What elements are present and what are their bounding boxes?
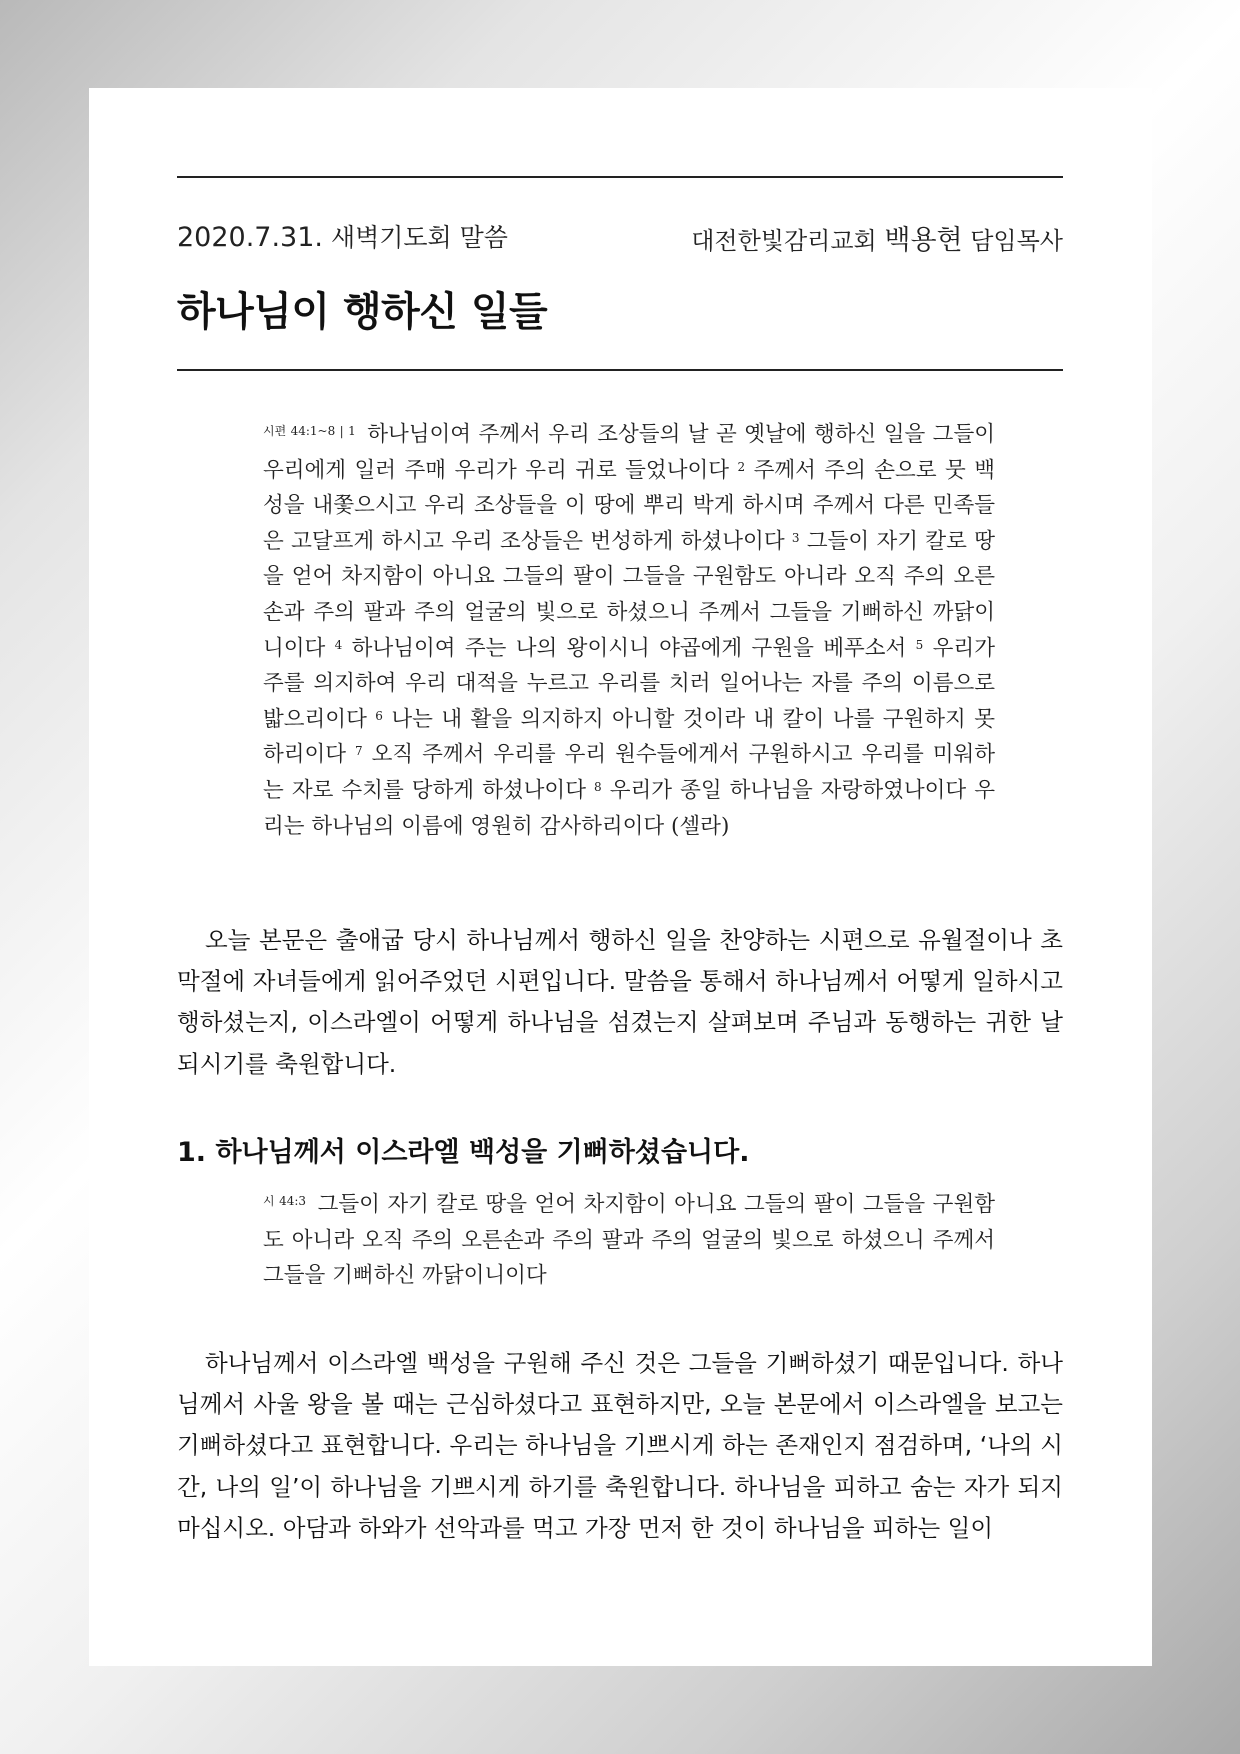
verse-text: 나는 내 활을 의지하지 아니할 것이라 내 칼이 나를 구원하지 못하리이다 (263, 706, 995, 768)
section-scripture (263, 1184, 995, 1294)
intro-paragraph: 오늘 본문은 출애굽 당시 하나님께서 행하신 일을 찬양하는 시편으로 유월절이나 초막절에 자녀들에게 읽어주었던 시편입니다. 말씀을 통해서 하나님께서 어떻게 일하시고 행하셨는지, 이스라엘이 어떻게 하나님을 섬겼는지 살펴보며 주님과 동행하는 귀한 날 되시기를 축원합니다. (177, 926, 1063, 1078)
scripture-reference: 시 44:3 (263, 1194, 307, 1208)
verse-number: 3 (791, 530, 800, 545)
sermon-title: 하나님이 행하신 일들 (177, 289, 548, 335)
pastor-title: 담임목사 (970, 227, 1063, 255)
verse-number: 7 (355, 744, 363, 759)
church-name: 대전한빛감리교회 (691, 227, 877, 255)
scripture-passage (263, 414, 995, 844)
top-divider (177, 176, 1063, 178)
verse-text: 하나님이여 주께서 우리 조상들의 날 곧 옛날에 행하신 일을 그들이 우리에게 일러 주매 우리가 우리 귀로 들었나이다 (263, 422, 995, 483)
scripture-reference: 시편 44:1~8 | 1 (263, 424, 356, 438)
section-paragraph: 하나님께서 이스라엘 백성을 구원해 주신 것은 그들을 기뻐하셨기 때문입니다. 하나님께서 사울 왕을 볼 때는 근심하셨다고 표현하지만, 오늘 본문에서 이스라엘을 보고는 기뻐하셨다고 표현합니다. 우리는 하나님을 기쁘시게 하는 존재인지 점검하며, ‘나의 시간, 나의 일’이 하나님을 기쁘시게 하기를 축원합니다. 하나님을 피하고 숨는 자가 되지 마십시오. 아담과 하와가 선악과를 먹고 가장 먼저 한 것이 하나님을 피하는 일이 (177, 1349, 1063, 1542)
verse-text: 그들이 자기 칼로 땅을 얻어 차지함이 아니요 그들의 팔이 그들을 구원함도 아니라 오직 주의 오른손과 주의 팔과 주의 얼굴의 빛으로 하셨으니 주께서 그들을 기뻐하신 까닭이니이다 (263, 528, 995, 661)
title-divider (177, 369, 1063, 371)
verse-number: 4 (334, 637, 343, 652)
service-name: 새벽기도회 말씀 (330, 223, 508, 252)
verse-text: 주께서 주의 손으로 뭇 백성을 내쫓으시고 우리 조상들을 이 땅에 뿌리 박게 하시며 주께서 다른 민족들은 고달프게 하시고 우리 조상들은 번성하게 하셨나이다 (263, 457, 996, 554)
service-info (177, 218, 508, 254)
church-info (691, 218, 1063, 257)
verse-number: 6 (375, 708, 383, 723)
verse-text: 우리가 주를 의지하여 우리 대적을 누르고 우리를 치러 일어나는 자를 주의 이름으로 밟으리이다 (263, 635, 995, 732)
section-heading: 1. 하나님께서 이스라엘 백성을 기뻐하셨습니다. (177, 1137, 750, 1168)
verse-number: 5 (915, 637, 924, 652)
verse-text: 하나님이여 주는 나의 왕이시니 야곱에게 구원을 베푸소서 (351, 635, 907, 661)
verse-number: 8 (594, 779, 602, 794)
pastor-name: 백용현 (884, 225, 963, 256)
verse-text: 그들이 자기 칼로 땅을 얻어 차지함이 아니요 그들의 팔이 그들을 구원함도 아니라 오직 주의 오른손과 주의 팔과 주의 얼굴의 빛으로 하셨으니 주께서 그들을 기뻐하신 까닭이니이다 (263, 1192, 995, 1289)
sermon-date: 2020.7.31. (177, 222, 323, 253)
verse-text: 오직 주께서 우리를 우리 원수들에게서 구원하시고 우리를 미워하는 자로 수치를 당하게 하셨나이다 (263, 742, 995, 803)
verse-text: 우리가 종일 하나님을 자랑하였나이다 우리는 하나님의 이름에 영원히 감사하리이다 (셀라) (263, 777, 996, 839)
document-page (89, 88, 1152, 1666)
verse-number: 2 (737, 459, 746, 474)
